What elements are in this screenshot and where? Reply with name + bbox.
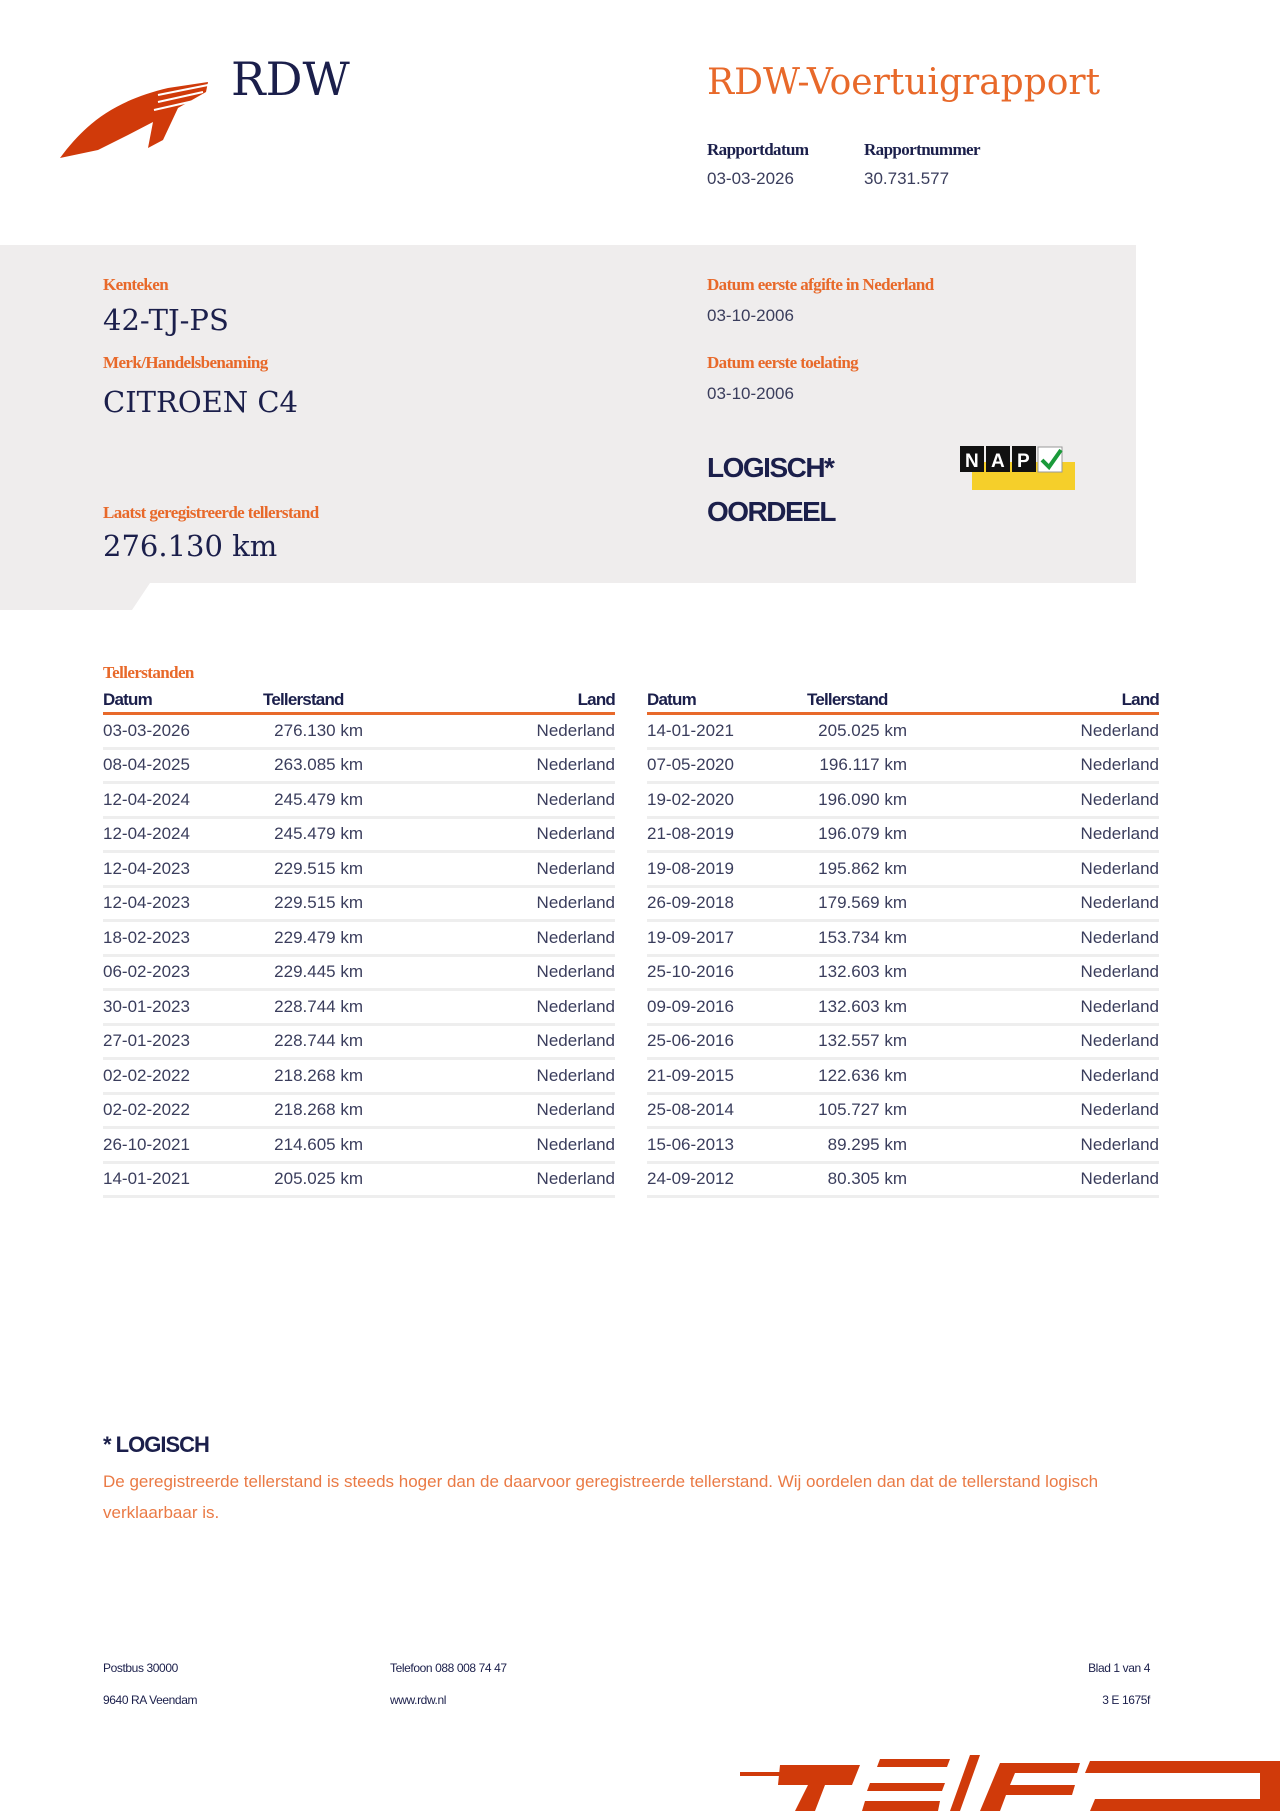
- row-country: Nederland: [536, 824, 615, 844]
- row-date: 27-01-2023: [103, 1031, 190, 1051]
- col-country: Land: [577, 690, 615, 709]
- table-row: [103, 853, 615, 888]
- odometer-label: Laatst geregistreerde tellerstand: [103, 503, 319, 522]
- brand-name: RDW: [231, 52, 350, 106]
- table-row: [647, 1129, 1159, 1164]
- row-country: Nederland: [536, 858, 615, 878]
- svg-text:A: A: [991, 451, 1005, 472]
- table-row: [647, 991, 1159, 1026]
- table-row: [647, 1095, 1159, 1130]
- table-row: [103, 1095, 615, 1130]
- row-reading: 228.744 km: [274, 1031, 363, 1051]
- row-date: 09-09-2016: [647, 996, 734, 1016]
- rdw-stripes-icon: [740, 1755, 1280, 1811]
- row-country: Nederland: [536, 1134, 615, 1154]
- row-date: 08-04-2025: [103, 755, 190, 775]
- report-date-label: Rapportdatum: [707, 140, 809, 159]
- note-title: * LOGISCH: [103, 1432, 209, 1457]
- table-row: [103, 784, 615, 819]
- footer-phone: Telefoon 088 008 74 47: [390, 1661, 507, 1675]
- first-nl-label: Datum eerste afgifte in Nederland: [707, 275, 934, 294]
- nap-logo-icon: [960, 446, 1075, 491]
- row-date: 25-06-2016: [647, 1031, 734, 1051]
- table-row: [103, 1164, 615, 1199]
- row-reading: 205.025 km: [818, 720, 907, 740]
- row-country: Nederland: [1080, 824, 1159, 844]
- row-country: Nederland: [536, 1169, 615, 1189]
- table-row: [103, 819, 615, 854]
- row-reading: 196.090 km: [818, 789, 907, 809]
- report-title: RDW-Voertuigrapport: [707, 62, 1101, 103]
- row-country: Nederland: [1080, 755, 1159, 775]
- table-row: [647, 922, 1159, 957]
- row-country: Nederland: [536, 720, 615, 740]
- table-row: [647, 715, 1159, 750]
- row-country: Nederland: [536, 927, 615, 947]
- row-reading: 263.085 km: [274, 755, 363, 775]
- verdict-label: OORDEEL: [707, 496, 835, 527]
- row-reading: 196.117 km: [819, 755, 907, 775]
- row-country: Nederland: [1080, 789, 1159, 809]
- row-date: 19-08-2019: [647, 858, 734, 878]
- row-date: 21-09-2015: [647, 1065, 734, 1085]
- row-date: 21-08-2019: [647, 824, 734, 844]
- table-row: [103, 1060, 615, 1095]
- row-reading: 229.479 km: [274, 927, 363, 947]
- row-date: 12-04-2024: [103, 824, 190, 844]
- table-header: [647, 688, 1159, 715]
- row-country: Nederland: [1080, 927, 1159, 947]
- make-label: Merk/Handelsbenaming: [103, 353, 268, 372]
- footer-page: Blad 1 van 4: [1088, 1661, 1150, 1675]
- row-reading: 229.515 km: [274, 858, 363, 878]
- table-row: [103, 1129, 615, 1164]
- row-reading: 132.603 km: [818, 996, 907, 1016]
- row-reading: 132.603 km: [818, 962, 907, 982]
- col-date: Datum: [103, 690, 152, 709]
- row-country: Nederland: [536, 893, 615, 913]
- row-reading: 214.605 km: [274, 1134, 363, 1154]
- table-row: [103, 750, 615, 785]
- note-text: De geregistreerde tellerstand is steeds hoger dan de daarvoor geregistreerde tellerstand. Wij oordelen dan dat de tellerstand logisch verklaarbaar is.: [103, 1472, 1099, 1522]
- footer-web-link[interactable]: www.rdw.nl: [390, 1693, 447, 1707]
- table-row: [103, 957, 615, 992]
- row-date: 02-02-2022: [103, 1065, 190, 1085]
- row-reading: 228.744 km: [274, 996, 363, 1016]
- row-date: 25-08-2014: [647, 1100, 734, 1120]
- row-date: 30-01-2023: [103, 996, 190, 1016]
- row-country: Nederland: [536, 1065, 615, 1085]
- table-row: [103, 888, 615, 923]
- row-reading: 218.268 km: [274, 1065, 363, 1085]
- table-row: [647, 853, 1159, 888]
- row-country: Nederland: [536, 996, 615, 1016]
- table-row: [647, 819, 1159, 854]
- row-date: 26-09-2018: [647, 893, 734, 913]
- row-country: Nederland: [1080, 962, 1159, 982]
- row-country: Nederland: [536, 1031, 615, 1051]
- report-number-label: Rapportnummer: [864, 140, 980, 159]
- row-date: 19-02-2020: [647, 789, 734, 809]
- row-date: 12-04-2024: [103, 789, 190, 809]
- vehicle-panel-tab: [0, 583, 150, 610]
- footer-po-box: Postbus 30000: [103, 1661, 178, 1675]
- row-reading: 122.636 km: [818, 1065, 907, 1085]
- make-value: CITROEN C4: [103, 385, 298, 419]
- row-date: 26-10-2021: [103, 1134, 190, 1154]
- table-row: [103, 922, 615, 957]
- row-reading: 89.295 km: [827, 1134, 907, 1154]
- table-row: [647, 957, 1159, 992]
- row-date: 03-03-2026: [103, 720, 190, 740]
- first-adm-label: Datum eerste toelating: [707, 353, 859, 372]
- row-date: 14-01-2021: [647, 720, 734, 740]
- row-reading: 229.515 km: [274, 893, 363, 913]
- row-date: 12-04-2023: [103, 858, 190, 878]
- row-country: Nederland: [1080, 1100, 1159, 1120]
- row-country: Nederland: [1080, 996, 1159, 1016]
- footer-city: 9640 RA Veendam: [103, 1693, 198, 1707]
- row-reading: 179.569 km: [818, 893, 907, 913]
- col-reading: Tellerstand: [807, 690, 888, 709]
- row-country: Nederland: [1080, 858, 1159, 878]
- row-reading: 196.079 km: [818, 824, 907, 844]
- row-country: Nederland: [1080, 1065, 1159, 1085]
- row-reading: 229.445 km: [274, 962, 363, 982]
- row-date: 02-02-2022: [103, 1100, 190, 1120]
- readings-table-right: [647, 688, 1159, 1198]
- table-header: [103, 688, 615, 715]
- table-row: [647, 1164, 1159, 1199]
- row-country: Nederland: [1080, 1134, 1159, 1154]
- row-date: 25-10-2016: [647, 962, 734, 982]
- svg-text:N: N: [965, 451, 979, 472]
- row-date: 15-06-2013: [647, 1134, 734, 1154]
- odometer-value: 276.130 km: [103, 529, 278, 563]
- table-row: [103, 715, 615, 750]
- readings-table-left: [103, 688, 615, 1198]
- row-country: Nederland: [536, 755, 615, 775]
- row-date: 14-01-2021: [103, 1169, 190, 1189]
- row-date: 12-04-2023: [103, 893, 190, 913]
- first-adm-value: 03-10-2006: [707, 384, 794, 403]
- row-reading: 153.734 km: [818, 927, 907, 947]
- row-date: 24-09-2012: [647, 1169, 734, 1189]
- rdw-logo-icon: [58, 80, 218, 165]
- readings-title: Tellerstanden: [103, 663, 194, 682]
- row-reading: 80.305 km: [827, 1169, 907, 1189]
- table-row: [647, 1026, 1159, 1061]
- row-country: Nederland: [536, 1100, 615, 1120]
- row-reading: 132.557 km: [818, 1031, 907, 1051]
- table-row: [103, 1026, 615, 1061]
- row-reading: 205.025 km: [274, 1169, 363, 1189]
- col-reading: Tellerstand: [263, 690, 344, 709]
- verdict: LOGISCH*: [707, 452, 834, 483]
- row-country: Nederland: [1080, 720, 1159, 740]
- row-reading: 195.862 km: [818, 858, 907, 878]
- row-reading: 245.479 km: [274, 824, 363, 844]
- row-country: Nederland: [1080, 893, 1159, 913]
- table-row: [647, 784, 1159, 819]
- row-date: 19-09-2017: [647, 927, 734, 947]
- row-reading: 276.130 km: [274, 720, 363, 740]
- table-row: [647, 888, 1159, 923]
- table-row: [103, 991, 615, 1026]
- first-nl-value: 03-10-2006: [707, 306, 794, 325]
- row-date: 06-02-2023: [103, 962, 190, 982]
- row-reading: 245.479 km: [274, 789, 363, 809]
- svg-text:P: P: [1017, 451, 1030, 472]
- row-country: Nederland: [1080, 1169, 1159, 1189]
- row-reading: 105.727 km: [818, 1100, 907, 1120]
- row-date: 07-05-2020: [647, 755, 734, 775]
- report-number: 30.731.577: [864, 169, 950, 188]
- row-date: 18-02-2023: [103, 927, 190, 947]
- row-country: Nederland: [1080, 1031, 1159, 1051]
- footer-code: 3 E 1675f: [1102, 1693, 1150, 1707]
- col-country: Land: [1121, 690, 1159, 709]
- row-country: Nederland: [536, 962, 615, 982]
- table-row: [647, 1060, 1159, 1095]
- table-row: [647, 750, 1159, 785]
- plate-label: Kenteken: [103, 275, 169, 294]
- row-reading: 218.268 km: [274, 1100, 363, 1120]
- report-date: 03-03-2026: [707, 169, 794, 188]
- plate-value: 42-TJ-PS: [103, 303, 229, 337]
- col-date: Datum: [647, 690, 696, 709]
- row-country: Nederland: [536, 789, 615, 809]
